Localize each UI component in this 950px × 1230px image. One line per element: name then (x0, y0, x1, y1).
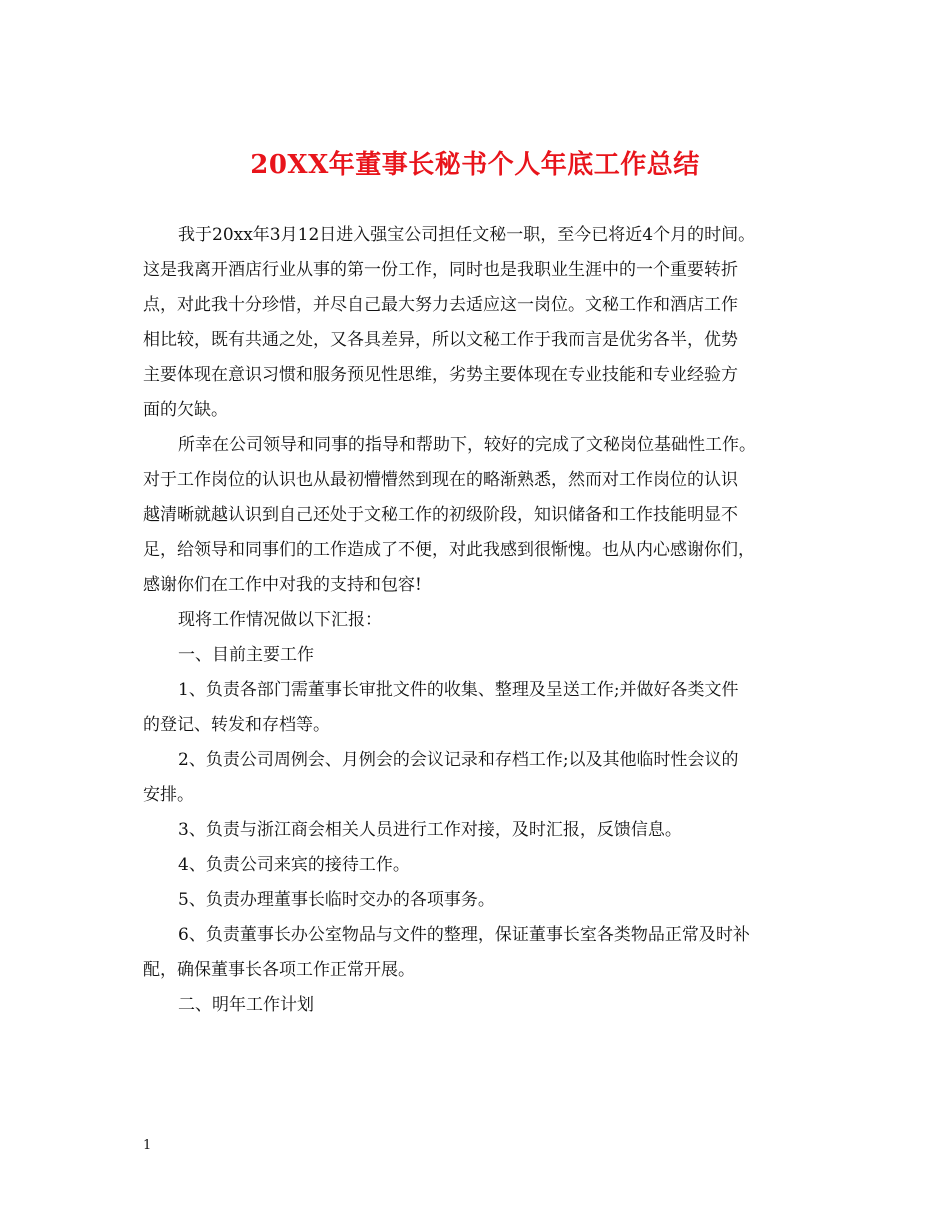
section-heading-next-year-plan: 二、明年工作计划 (178, 995, 314, 1015)
paragraph-1-line-5: 主要体现在意识习惯和服务预见性思维，劣势主要体现在专业技能和专业经验方 (143, 365, 738, 385)
paragraph-2-line-4: 足，给领导和同事们的工作造成了不便，对此我感到很惭愧。也从内心感谢你们， (143, 540, 755, 560)
paragraph-1-line-1: 我于20xx年3月12日进入强宝公司担任文秘一职，至今已将近4个月的时间。 (178, 225, 756, 245)
list-item-1-line-1: 1、负责各部门需董事长审批文件的收集、整理及呈送工作;并做好各类文件 (178, 680, 739, 700)
report-intro: 现将工作情况做以下汇报： (178, 610, 382, 630)
paragraph-2-line-2: 对于工作岗位的认识也从最初懵懵然到现在的略渐熟悉，然而对工作岗位的认识 (143, 470, 738, 490)
list-item-1-line-2: 的登记、转发和存档等。 (143, 715, 330, 735)
list-item-3: 3、负责与浙江商会相关人员进行工作对接，及时汇报，反馈信息。 (178, 820, 682, 840)
list-item-6-line-2: 配，确保董事长各项工作正常开展。 (143, 960, 415, 980)
list-item-6-line-1: 6、负责董事长办公室物品与文件的整理，保证董事长室各类物品正常及时补 (178, 925, 750, 945)
document-title: 20XX年董事长秘书个人年底工作总结 (250, 150, 700, 180)
list-item-2-line-2: 安排。 (143, 785, 194, 805)
document-body (143, 218, 823, 1023)
section-heading-current-work: 一、目前主要工作 (178, 645, 314, 665)
paragraph-2-line-1: 所幸在公司领导和同事的指导和帮助下，较好的完成了文秘岗位基础性工作。 (178, 435, 756, 455)
paragraph-2-line-5: 感谢你们在工作中对我的支持和包容! (143, 575, 422, 595)
paragraph-1-line-3: 点，对此我十分珍惜，并尽自己最大努力去适应这一岗位。文秘工作和酒店工作 (143, 295, 738, 315)
list-item-5: 5、负责办理董事长临时交办的各项事务。 (178, 890, 495, 910)
paragraph-1-line-6: 面的欠缺。 (143, 400, 228, 420)
paragraph-1-line-4: 相比较，既有共通之处，又各具差异，所以文秘工作于我而言是优劣各半，优势 (143, 330, 738, 350)
paragraph-1-line-2: 这是我离开酒店行业从事的第一份工作，同时也是我职业生涯中的一个重要转折 (143, 260, 738, 280)
list-item-2-line-1: 2、负责公司周例会、月例会的会议记录和存档工作;以及其他临时性会议的 (178, 750, 739, 770)
list-item-4: 4、负责公司来宾的接待工作。 (178, 855, 410, 875)
page-number: 1 (143, 1138, 152, 1153)
paragraph-2-line-3: 越清晰就越认识到自己还处于文秘工作的初级阶段，知识储备和工作技能明显不 (143, 505, 738, 525)
